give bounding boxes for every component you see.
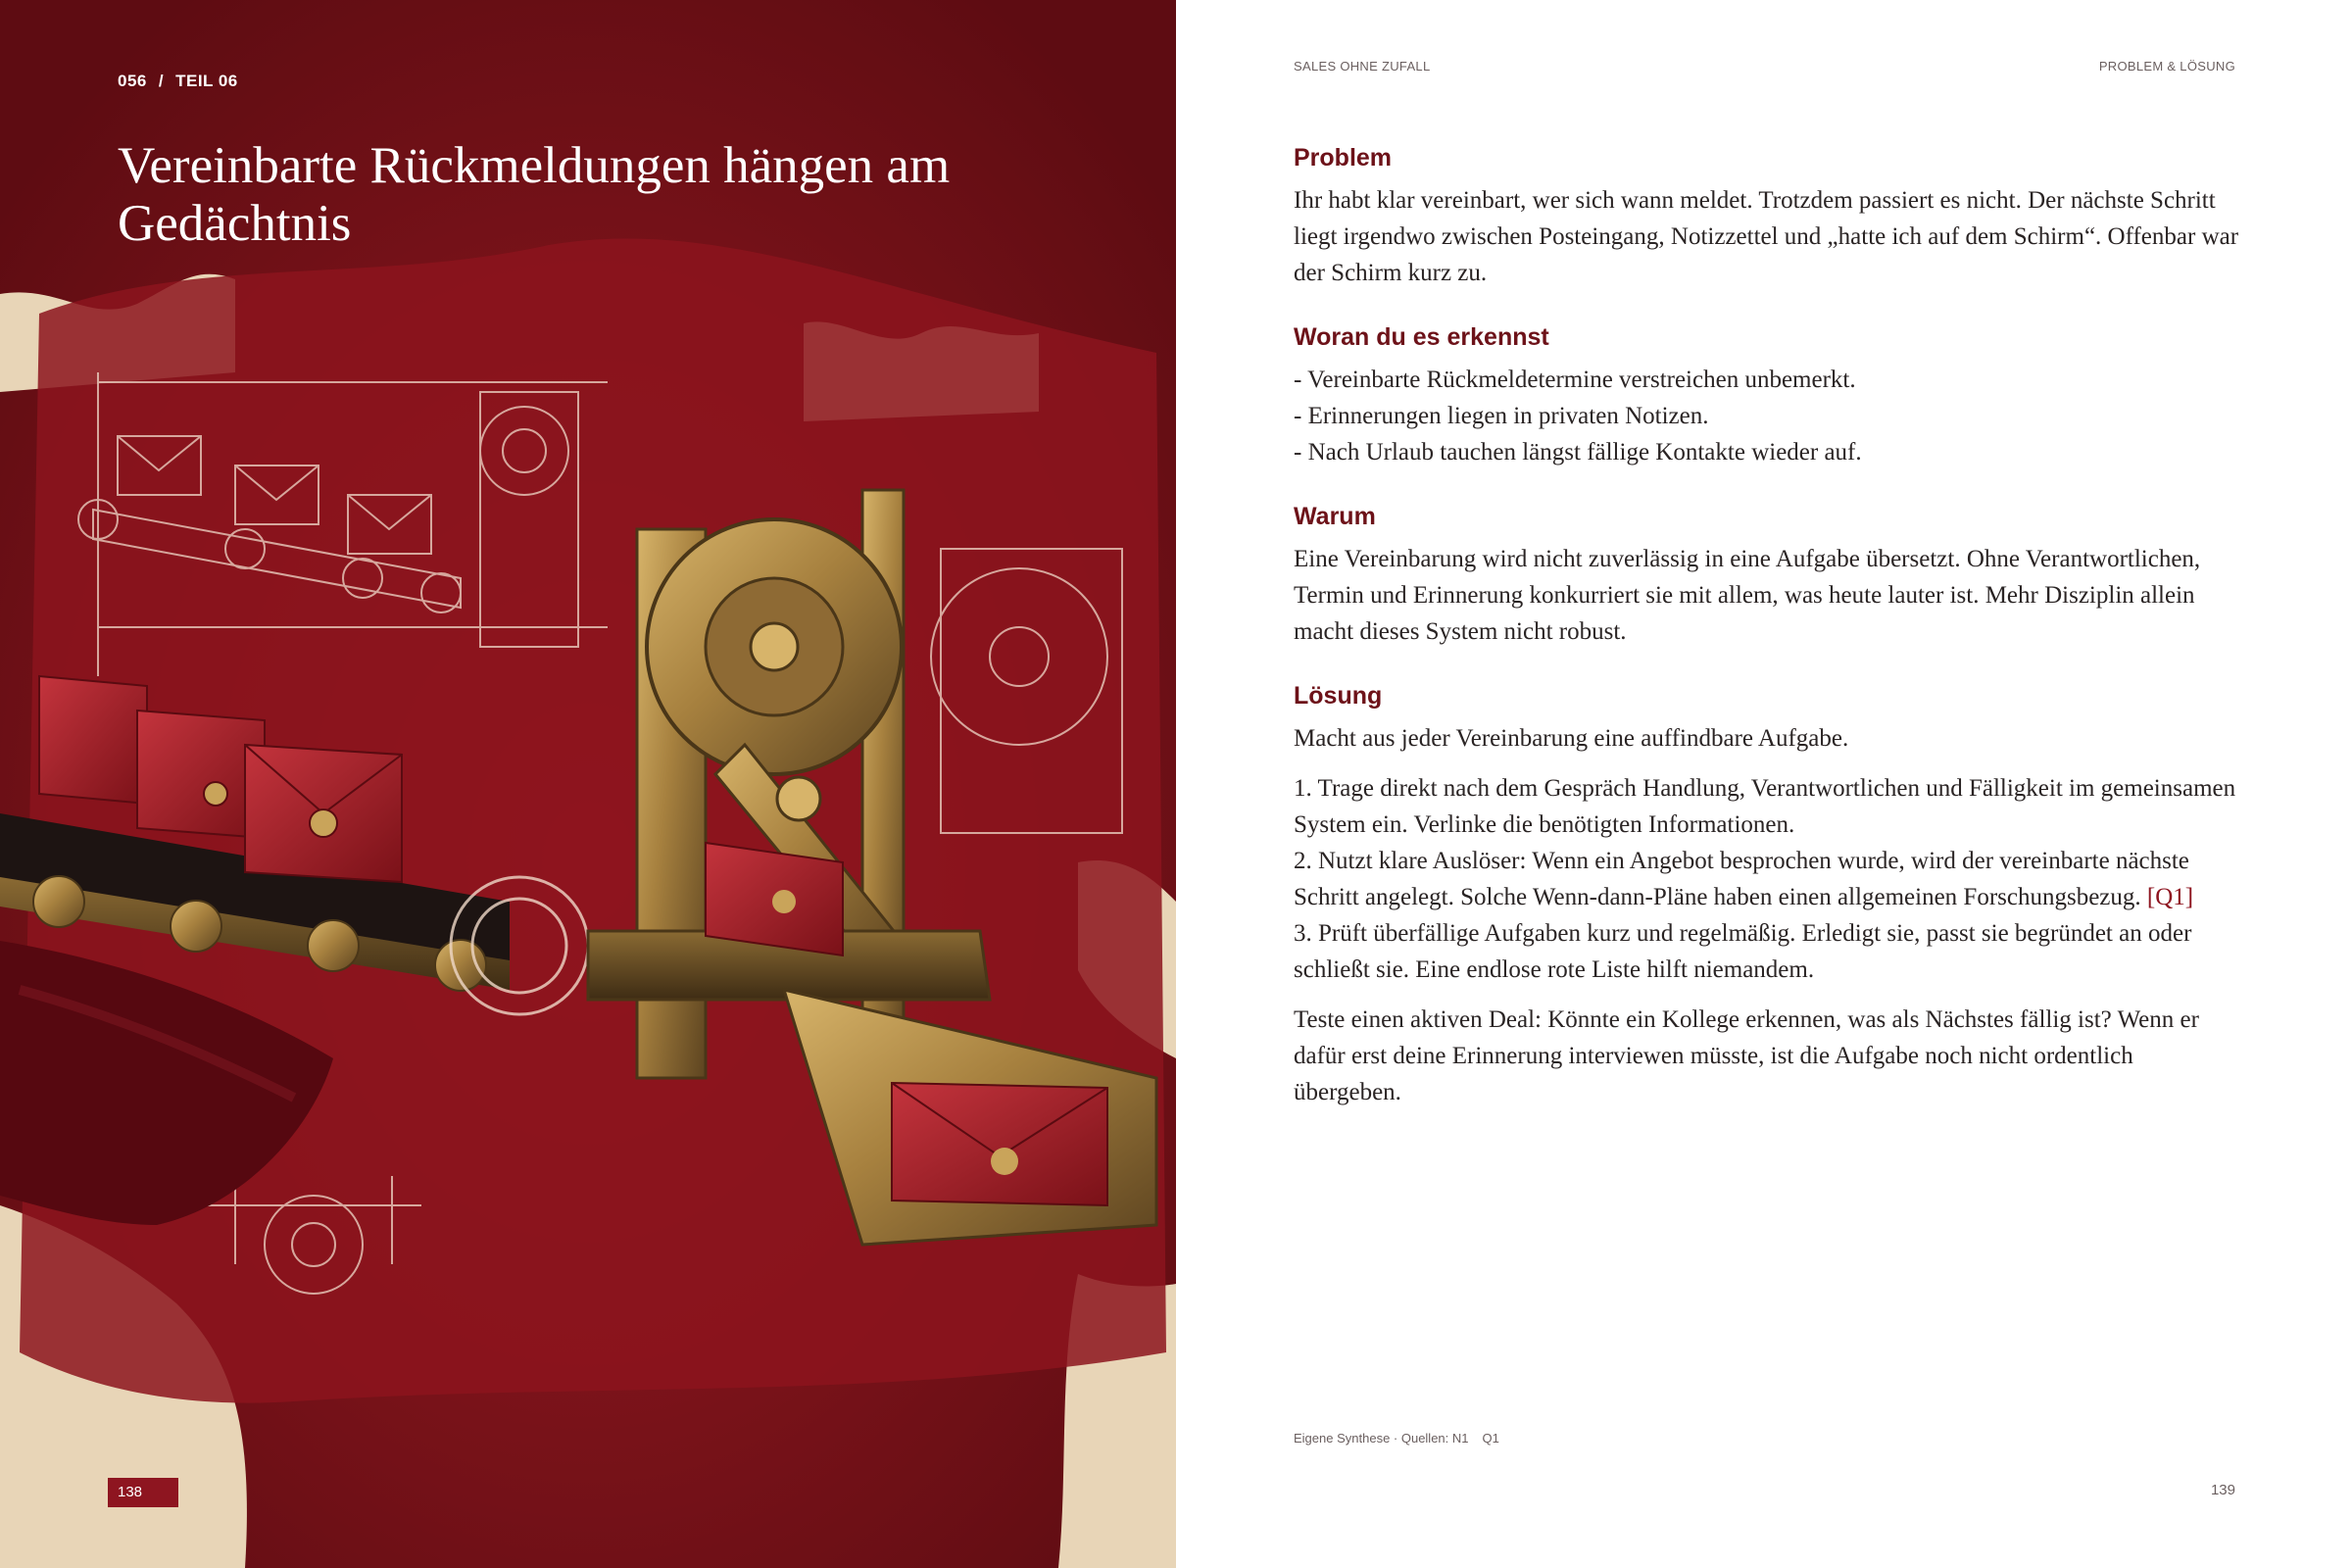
problem-section [1294,143,2239,291]
why-heading: Warum [1294,503,1376,530]
why-text: Eine Vereinbarung wird nicht zuverlässig in eine Aufgabe übersetzt. Ohne Verantwortlichen, Termin und Erinnerung konkurriert sie mit allem, was heute lauter ist. Mehr Disziplin allein macht dieses System nicht robust. [1294,546,2201,645]
recognize-item: - Nach Urlaub tauchen längst fällige Kontakte wieder auf. [1294,439,1862,466]
part-label: TEIL 06 [175,72,238,90]
solution-step-3: 3. Prüft überfällige Aufgaben kurz und regelmäßig. Erledigt sie, passt sie begründet an oder schließt sie. Eine endlose rote Liste hilft niemandem. [1294,920,2192,983]
solution-intro: Macht aus jeder Vereinbarung eine auffindbare Aufgabe. [1294,725,1849,752]
solution-step-2 [1294,843,2239,915]
running-head-book-title: SALES OHNE ZUFALL [1294,59,1431,74]
footnote-ref-q1[interactable]: Q1 [1482,1431,1499,1446]
solution-closing: Teste einen aktiven Deal: Könnte ein Kollege erkennen, was als Nächstes fällig ist? Wenn er dafür erst deine Erinnerung interviewen müsste, ist die Aufgabe noch nicht ordentlich übergeben. [1294,1006,2199,1105]
page-code: 056 [118,72,147,90]
recognize-item: - Vereinbarte Rückmeldetermine verstreichen unbemerkt. [1294,367,1856,393]
solution-section [1294,681,2239,1110]
running-head-section: PROBLEM & LÖSUNG [2098,59,2235,74]
recognize-item: - Erinnerungen liegen in privaten Notizen. [1294,403,1709,429]
part-kicker [118,72,238,91]
kicker-separator: / [158,72,165,90]
recognize-heading: Woran du es erkennst [1294,323,1549,351]
solution-step-1: 1. Trage direkt nach dem Gespräch Handlung, Verantwortlichen und Fälligkeit im gemeinsamen System ein. Verlinke die benötigten Informationen. [1294,775,2236,838]
source-footnote [1294,1431,1499,1446]
why-section [1294,502,2239,650]
footnote-sources: Eigene Synthese · Quellen: N1 [1294,1431,1469,1446]
citation-link-q1[interactable]: [Q1] [2146,884,2194,910]
solution-step-2-text: 2. Nutzt klare Auslöser: Wenn ein Angebot besprochen wurde, wird der vereinbarte nächste Schritt angelegt. Solche Wenn-dann-Pläne haben einen allgemeinen Forschungsbezug. [1294,848,2189,910]
recognize-section [1294,322,2239,470]
chapter-title: Vereinbarte Rückmeldungen hängen am Gedächtnis [118,137,951,252]
page-number-right: 139 [2210,1482,2235,1498]
solution-heading: Lösung [1294,682,1383,710]
problem-heading: Problem [1294,144,1393,172]
article-body [1294,143,2239,1110]
right-page [1176,0,2352,1568]
page-number-left: 138 [108,1478,178,1507]
problem-text: Ihr habt klar vereinbart, wer sich wann meldet. Trotzdem passiert es nicht. Der nächste Schritt liegt irgendwo zwischen Posteingang, Notizzettel und „hatte ich auf dem Schirm“. Offenbar war der Schirm kurz zu. [1294,187,2239,286]
